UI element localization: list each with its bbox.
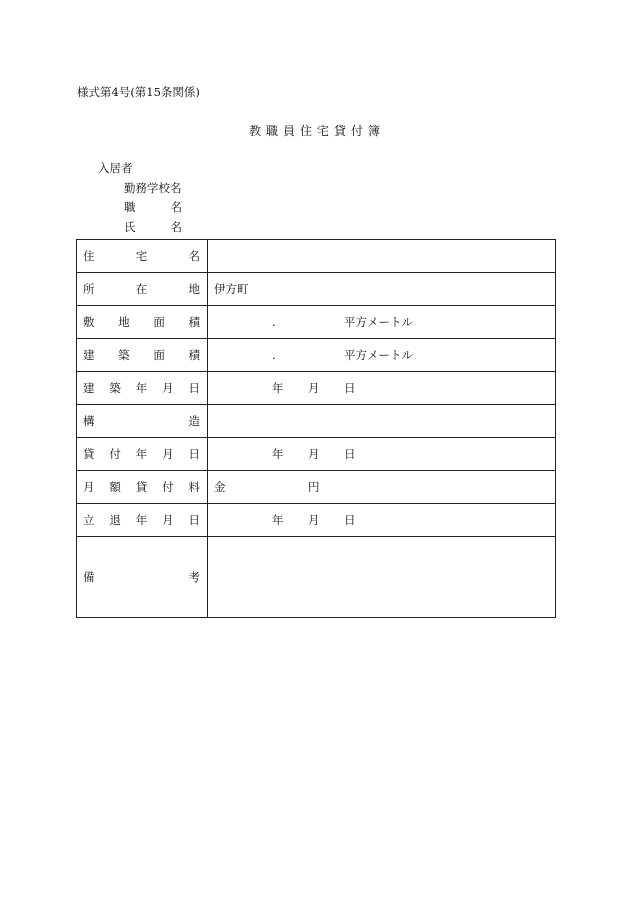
name-label: 氏 名: [124, 219, 182, 234]
value-building-area[interactable]: [208, 339, 556, 372]
row-construction-date: [77, 372, 556, 405]
row-monthly-rent: [77, 471, 556, 504]
rent-prefix: 金: [214, 480, 226, 494]
value-location[interactable]: [208, 273, 556, 306]
rent-currency: 円: [308, 480, 320, 494]
value-construction-date[interactable]: 年 月 日: [208, 372, 556, 405]
value-structure[interactable]: [208, 405, 556, 438]
label-monthly-rent: 月 額 貸 付 料: [83, 480, 200, 494]
value-lending-date[interactable]: 年 月 日: [208, 438, 556, 471]
value-site-area[interactable]: [208, 306, 556, 339]
label-moveout-date: 立 退 年 月 日: [83, 513, 200, 527]
label-construction-date: 建 築 年 月 日: [83, 381, 200, 395]
resident-block: [98, 159, 182, 237]
site-area-decimal: .: [272, 315, 276, 329]
location-text: 伊方町: [214, 282, 249, 296]
value-monthly-rent[interactable]: [208, 471, 556, 504]
row-lending-date: [77, 438, 556, 471]
document-title: 教職員住宅貸付簿: [248, 124, 385, 138]
row-moveout-date: [77, 504, 556, 537]
building-area-decimal: .: [272, 348, 276, 362]
label-location: 所 在 地: [83, 282, 200, 296]
school-name-label: 勤務学校名: [124, 180, 182, 195]
label-building-area: 建 築 面 積: [83, 348, 200, 362]
label-remarks: 備 考: [83, 570, 200, 584]
row-housing-name: [77, 240, 556, 273]
building-area-unit: 平方メートル: [344, 348, 413, 362]
label-housing-name: 住 宅 名: [83, 249, 200, 263]
value-remarks[interactable]: [208, 537, 556, 618]
position-label: 職 名: [124, 200, 182, 214]
label-structure: 構 造: [83, 414, 200, 428]
resident-heading: 入居者: [98, 161, 133, 175]
ledger-table: [76, 239, 556, 618]
value-moveout-date[interactable]: 年 月 日: [208, 504, 556, 537]
site-area-unit: 平方メートル: [344, 315, 413, 329]
row-remarks: [77, 537, 556, 618]
row-site-area: [77, 306, 556, 339]
label-site-area: 敷 地 面 積: [83, 315, 200, 329]
row-structure: [77, 405, 556, 438]
row-location: [77, 273, 556, 306]
form-number: 様式第4号(第15条関係): [77, 85, 200, 99]
label-lending-date: 貸 付 年 月 日: [83, 447, 200, 461]
value-housing-name[interactable]: [208, 240, 556, 273]
row-building-area: [77, 339, 556, 372]
